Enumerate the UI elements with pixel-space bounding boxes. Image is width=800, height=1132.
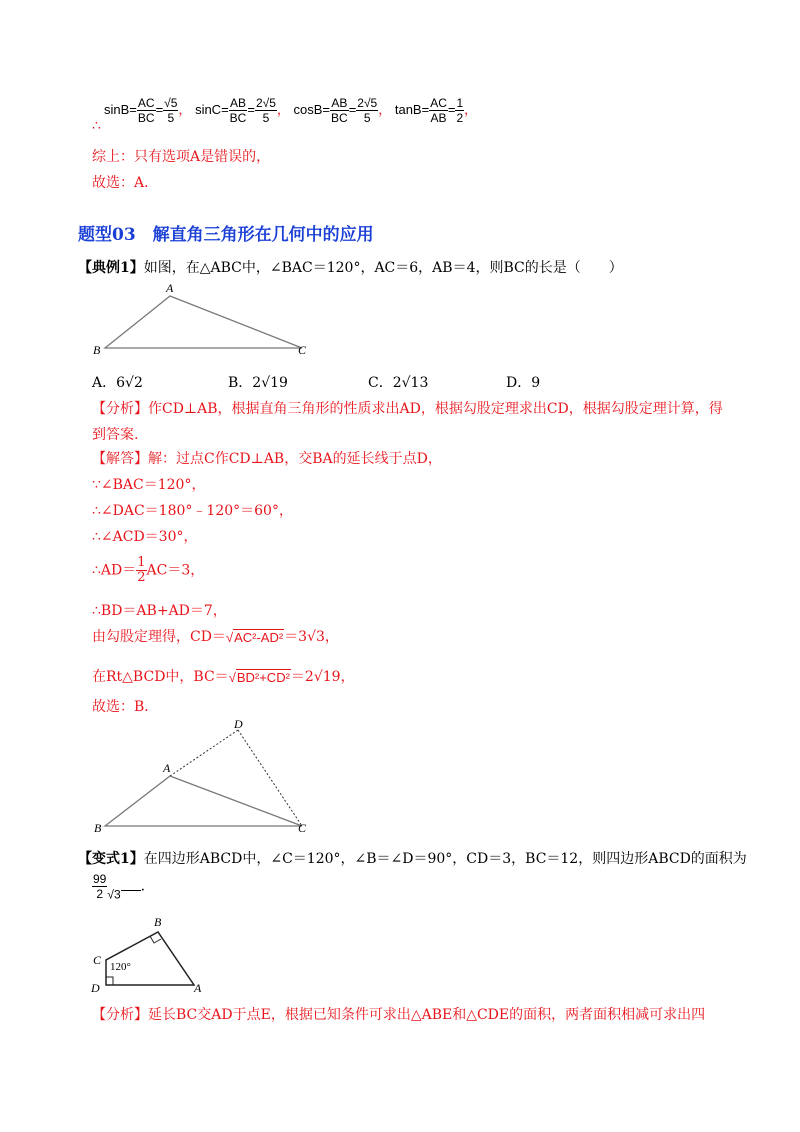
sinC-label: sinC xyxy=(195,101,222,117)
triangle-bcd-figure xyxy=(88,716,328,838)
solution-line9: 故选：B． xyxy=(92,699,159,715)
analysis-label: 【分析】 xyxy=(92,401,148,417)
answer-sqrt: √3 xyxy=(107,887,121,902)
answer-blank xyxy=(121,878,141,891)
solution-line2: ∵∠BAC＝120°， xyxy=(92,477,206,493)
section-title: 题型03 解直角三角形在几何中的应用 xyxy=(78,225,374,245)
variant1-question-line xyxy=(78,848,747,868)
tanB-fraction: $\frac{AC}{AB}$ xyxy=(430,96,447,125)
sinB-value: $\frac{√5}{5}$ xyxy=(164,96,178,125)
variant1-question: 在四边形ABCD中，∠C＝120°，∠B＝∠D＝90°，CD＝3，BC＝12，则四边形ABCD的面积为 xyxy=(143,851,747,867)
sinC-value: $\frac{2√5}{5}$ xyxy=(255,96,276,125)
solution-line3: ∴∠DAC＝180°﹣120°＝60°， xyxy=(92,503,293,519)
option-a: A．6√2 xyxy=(92,375,143,391)
fig3-label-c: C xyxy=(93,953,102,967)
summary-text: 综上：只有选项A是错误的， xyxy=(92,149,271,165)
variant1-label: 【变式1】 xyxy=(78,851,144,867)
tanB-value: $\frac{1}{2}$ xyxy=(456,96,464,125)
cd-sqrt: √AC²-AD² xyxy=(225,629,284,645)
fig1-label-c: C xyxy=(298,343,307,357)
solution-line4: ∴∠ACD＝30°， xyxy=(92,529,198,545)
fig2-label-b: B xyxy=(94,821,102,835)
sinB-fraction: $\frac{AC}{BC}$ xyxy=(137,96,155,125)
tanB-label: tanB xyxy=(394,101,422,117)
fig3-label-a: A xyxy=(194,981,202,995)
example1-question-line xyxy=(78,257,623,277)
answer-fraction: $\frac{99}{2}$ xyxy=(93,872,107,901)
fig1-label-a: A xyxy=(166,281,174,295)
variant1-analysis-label: 【分析】 xyxy=(92,1007,148,1023)
option-d: D．9 xyxy=(506,375,541,391)
option-c: C．2√13 xyxy=(368,375,429,391)
fig2-label-c: C xyxy=(298,821,307,835)
solution-label: 【解答】 xyxy=(92,451,148,467)
bc-sqrt: √BD²+CD² xyxy=(228,669,290,685)
cosB-fraction: $\frac{AB}{BC}$ xyxy=(331,96,348,125)
cosB-label: cosB xyxy=(293,101,323,117)
sinB-label: sinB xyxy=(104,101,130,117)
example1-question: 如图，在△ABC中，∠BAC＝120°，AC＝6，AB＝4，则BC的长是（ ） xyxy=(143,260,623,276)
option-b: B．2√19 xyxy=(228,375,288,391)
example1-label: 【典例1】 xyxy=(78,260,144,276)
fig3-label-b: B xyxy=(154,915,162,929)
solution-line1: 【解答】解：过点C作CD⊥AB，交BA的延长线于点D， xyxy=(92,451,442,467)
sinC-fraction: $\frac{AB}{BC}$ xyxy=(229,96,247,125)
solution-line5: ∴AD＝ $\frac{1}{2}$ AC＝3， xyxy=(92,555,205,585)
choose-text: 故选：A． xyxy=(92,175,159,191)
fig1-label-b: B xyxy=(93,343,101,357)
solution-line7: 由勾股定理得，CD＝√AC²-AD²＝3√3， xyxy=(92,629,339,645)
variant1-answer: $\frac{99}{2}$ √3 ． xyxy=(93,872,155,902)
half-fraction: $\frac{1}{2}$ xyxy=(137,555,146,585)
fig2-label-a: A xyxy=(163,761,171,775)
quadrilateral-abcd-figure xyxy=(86,912,206,998)
example1-analysis-line1: 【分析】作CD⊥AB，根据直角三角形的性质求出AD，根据勾股定理求出CD，根据勾股定理计算，得 xyxy=(92,401,723,417)
variant1-analysis-line1: 【分析】延长BC交AD于点E，根据已知条件可求出△ABE和△CDE的面积，两者面积相减可求出四 xyxy=(92,1007,706,1023)
solution-line8: 在Rt△BCD中，BC＝√BD²+CD²＝2√19， xyxy=(92,669,355,685)
therefore-symbol: ∴ xyxy=(92,118,101,134)
triangle-abc-figure xyxy=(88,278,328,360)
trig-formula-line: sinB= $\frac{AC}{BC}$ = $\frac{√5}{5}$ ， sinC= $\frac{AB}{BC}$ = $\frac{2√5}{5}$ ， cosB= $\frac{AB}{BC}$ = $\frac{2√5}{5}$ ， tanB= $\frac{AC}{AB}$ = $\frac{1}{2}$ ， xyxy=(104,96,478,125)
solution-line6: ∴BD＝AB+AD＝7， xyxy=(92,603,227,619)
fig2-label-d: D xyxy=(234,717,243,731)
fig3-angle-label: 120° xyxy=(110,961,131,973)
cosB-value: $\frac{2√5}{5}$ xyxy=(357,96,378,125)
fig3-label-d: D xyxy=(91,981,100,995)
example1-analysis-line2: 到答案. xyxy=(92,427,139,443)
